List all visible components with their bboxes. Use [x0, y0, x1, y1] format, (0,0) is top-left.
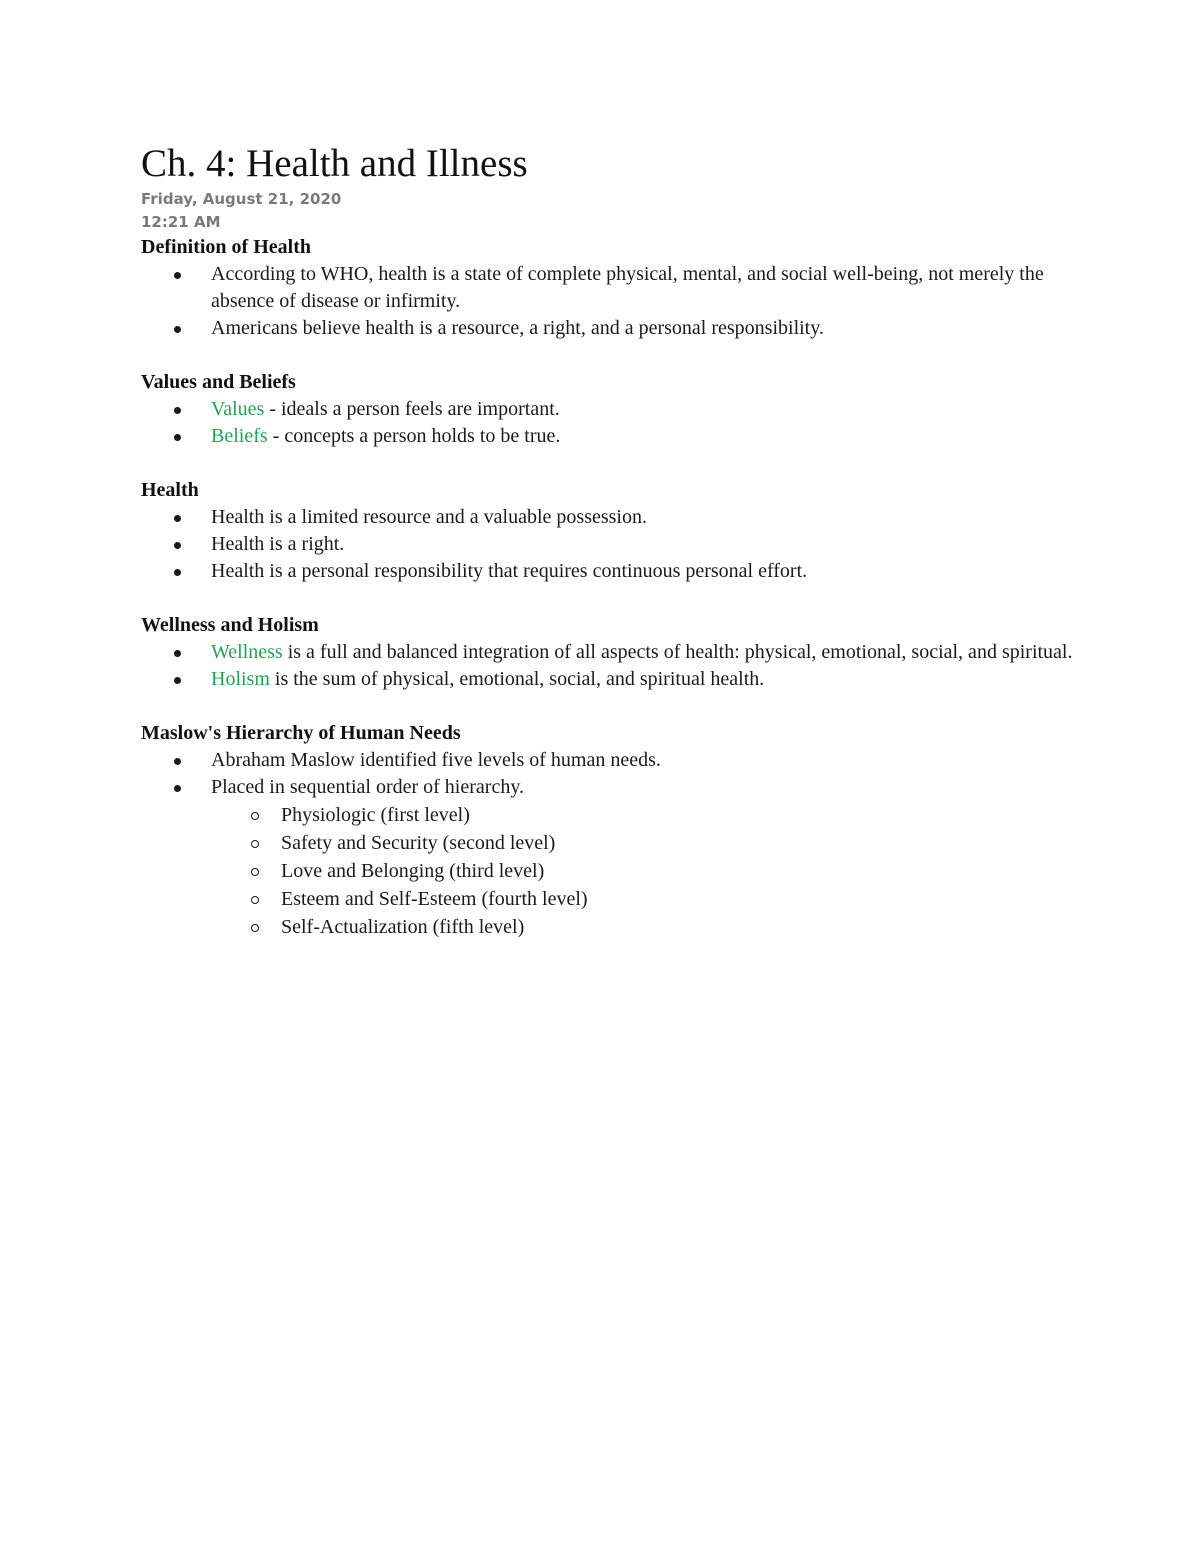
note-page	[141, 140, 1081, 968]
list-item-text: - concepts a person holds to be true.	[267, 425, 561, 447]
list-item	[141, 747, 1081, 774]
section-heading: Values and Beliefs	[141, 371, 296, 393]
list-item-text: Americans believe health is a resource, a right, and a personal responsibility.	[211, 317, 824, 339]
circle-bullet-icon	[251, 812, 259, 820]
bullet-icon	[174, 677, 181, 684]
section-heading: Health	[141, 479, 199, 501]
section-heading: Maslow's Hierarchy of Human Needs	[141, 722, 461, 744]
list-item	[141, 423, 1081, 450]
sub-list-item-text: Safety and Security (second level)	[281, 832, 556, 854]
list-item-text: Health is a limited resource and a valuable possession.	[211, 506, 647, 528]
sub-list-item	[211, 913, 1081, 941]
list-item-text: Health is a right.	[211, 533, 345, 555]
list-item-text: - ideals a person feels are important.	[264, 398, 560, 420]
section-wellness-and-holism	[141, 612, 1081, 693]
page-title: Ch. 4: Health and Illness	[141, 142, 528, 185]
section-health	[141, 477, 1081, 585]
sub-list-item-text: Love and Belonging (third level)	[281, 860, 545, 882]
list-item-text: is the sum of physical, emotional, social, and spiritual health.	[269, 668, 765, 690]
bullet-icon	[174, 785, 181, 792]
bullet-icon	[174, 515, 181, 522]
list-item	[141, 774, 1081, 941]
list-item-text: Health is a personal responsibility that requires continuous personal effort.	[211, 560, 808, 582]
circle-bullet-icon	[251, 924, 259, 932]
term-wellness: Wellness	[211, 641, 283, 663]
circle-bullet-icon	[251, 896, 259, 904]
section-heading: Definition of Health	[141, 236, 311, 258]
sub-list-item	[211, 801, 1081, 829]
list-item	[141, 639, 1081, 666]
bullet-icon	[174, 569, 181, 576]
sub-list-item-text: Physiologic (first level)	[281, 804, 470, 826]
bullet-list	[141, 504, 1081, 585]
bullet-list	[141, 261, 1081, 342]
section-maslows-hierarchy	[141, 720, 1081, 941]
sub-list-item	[211, 885, 1081, 913]
sub-list-item-text: Esteem and Self-Esteem (fourth level)	[281, 888, 588, 910]
bullet-list	[141, 396, 1081, 450]
list-item-text: Placed in sequential order of hierarchy.	[211, 776, 525, 798]
sub-list-item	[211, 829, 1081, 857]
circle-bullet-icon	[251, 840, 259, 848]
note-time: 12:21 AM	[141, 213, 221, 231]
term-values: Values	[211, 398, 265, 420]
list-item-text: is a full and balanced integration of all aspects of health: physical, emotional, social, and spiritual.	[282, 641, 1073, 663]
bullet-list	[141, 747, 1081, 941]
list-item	[141, 261, 1081, 315]
list-item-text: According to WHO, health is a state of complete physical, mental, and social well-being, not merely the absence of disease or infirmity.	[211, 263, 1044, 312]
list-item	[141, 531, 1081, 558]
list-item-text: Abraham Maslow identified five levels of human needs.	[211, 749, 661, 771]
section-heading: Wellness and Holism	[141, 614, 319, 636]
list-item	[141, 558, 1081, 585]
sub-list	[211, 801, 1081, 941]
bullet-icon	[174, 272, 181, 279]
section-values-and-beliefs	[141, 369, 1081, 450]
bullet-icon	[174, 407, 181, 414]
list-item	[141, 666, 1081, 693]
bullet-icon	[174, 542, 181, 549]
circle-bullet-icon	[251, 868, 259, 876]
list-item	[141, 504, 1081, 531]
sub-list-item	[211, 857, 1081, 885]
sub-list-item-text: Self-Actualization (fifth level)	[281, 916, 525, 938]
bullet-icon	[174, 650, 181, 657]
note-date: Friday, August 21, 2020	[141, 190, 342, 208]
list-item	[141, 396, 1081, 423]
bullet-icon	[174, 434, 181, 441]
term-holism: Holism	[211, 668, 270, 690]
bullet-icon	[174, 326, 181, 333]
term-beliefs: Beliefs	[211, 425, 268, 447]
section-definition-of-health	[141, 234, 1081, 342]
bullet-list	[141, 639, 1081, 693]
list-item	[141, 315, 1081, 342]
bullet-icon	[174, 758, 181, 765]
